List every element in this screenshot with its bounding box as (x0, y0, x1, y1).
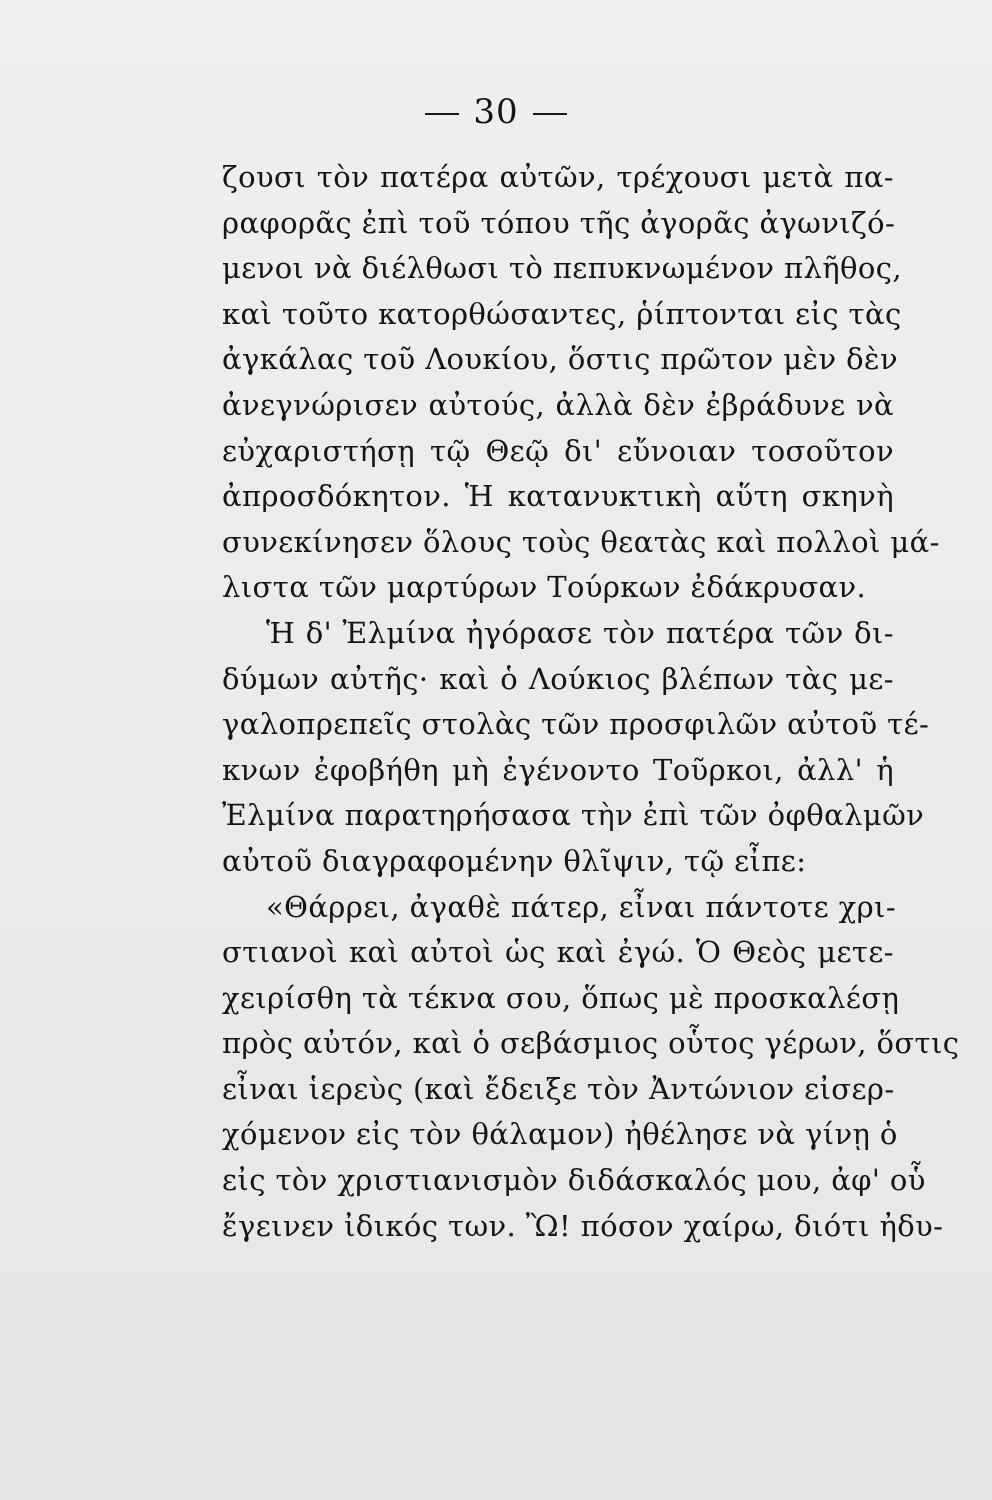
text-line: ἀπροσδόκητον. Ἡ κατανυκτικὴ αὕτη σκηνὴ (222, 479, 894, 514)
text-line: πρὸς αὐτόν, καὶ ὁ σεβάσμιος οὗτος γέρων, ὅστις (222, 1026, 960, 1061)
page-number-left-dash (425, 113, 459, 115)
text-line: εἰς τὸν χριστιανισμὸν διδάσκαλός μου, ἀφ' οὗ (222, 1163, 926, 1198)
text-line: χειρίσθη τὰ τέκνα σου, ὅπως μὲ προσκαλέσῃ (222, 980, 900, 1015)
page-number-right-dash (533, 113, 567, 115)
text-line: εὐχαριστήσῃ τῷ Θεῷ δι' εὔνοιαν τοσοῦτον (222, 433, 894, 468)
text-line: χόμενον εἰς τὸν θάλαμον) ἠθέλησε νὰ γίνῃ ὁ (222, 1117, 898, 1152)
text-line: ἀγκάλας τοῦ Λουκίου, ὅστις πρῶτον μὲν δὲν (222, 342, 898, 377)
text-line: ἀνεγνώρισεν αὐτούς, ἀλλὰ δὲν ἐβράδυνε νὰ (222, 387, 894, 422)
text-line: συνεκίνησεν ὅλους τοὺς θεατὰς καὶ πολλοὶ μά- (222, 524, 940, 559)
text-line: αὐτοῦ διαγραφομένην θλῖψιν, τῷ εἶπε: (222, 843, 807, 878)
body-text (222, 155, 960, 1249)
text-line: ἔγεινεν ἰδικός των. Ὢ! πόσον χαίρω, διότι ἠδυ- (222, 1208, 944, 1243)
page-number-value: 30 (473, 92, 519, 132)
text-line: λιστα τῶν μαρτύρων Τούρκων ἐδάκρυσαν. (222, 570, 867, 605)
text-line: ζουσι τὸν πατέρα αὐτῶν, τρέχουσι μετὰ πα- (222, 160, 894, 194)
text-line: δύμων αὐτῆς· καὶ ὁ Λούκιος βλέπων τὰς με- (222, 661, 894, 696)
text-line: κνων ἐφοβήθη μὴ ἐγένοντο Τοῦρκοι, ἀλλ' ἡ (222, 752, 894, 787)
text-line: Ἡ δ' Ἐλμίνα ἠγόρασε τὸν πατέρα τῶν δι- (266, 615, 894, 650)
text-line: «Θάρρει, ἀγαθὲ πάτερ, εἶναι πάντοτε χρι- (266, 889, 897, 924)
text-line: εἶναι ἱερεὺς (καὶ ἔδειξε τὸν Ἀντώνιον εἰσερ- (222, 1071, 895, 1106)
page-number (0, 92, 992, 132)
text-line: ραφορᾶς ἐπὶ τοῦ τόπου τῆς ἀγορᾶς ἀγωνιζό- (222, 205, 896, 240)
text-line: καὶ τοῦτο κατορθώσαντες, ῥίπτονται εἰς τὰς (222, 296, 902, 331)
text-line: Ἐλμίνα παρατηρήσασα τὴν ἐπὶ τῶν ὀφθαλμῶν (222, 798, 925, 833)
text-line: γαλοπρεπεῖς στολὰς τῶν προσφιλῶν αὐτοῦ τέ- (222, 707, 930, 742)
text-line: μενοι νὰ διέλθωσι τὸ πεπυκνωμένον πλῆθος, (222, 251, 903, 286)
text-line: στιανοὶ καὶ αὐτοὶ ὡς καὶ ἐγώ. Ὁ Θεὸς μετε- (222, 935, 894, 970)
